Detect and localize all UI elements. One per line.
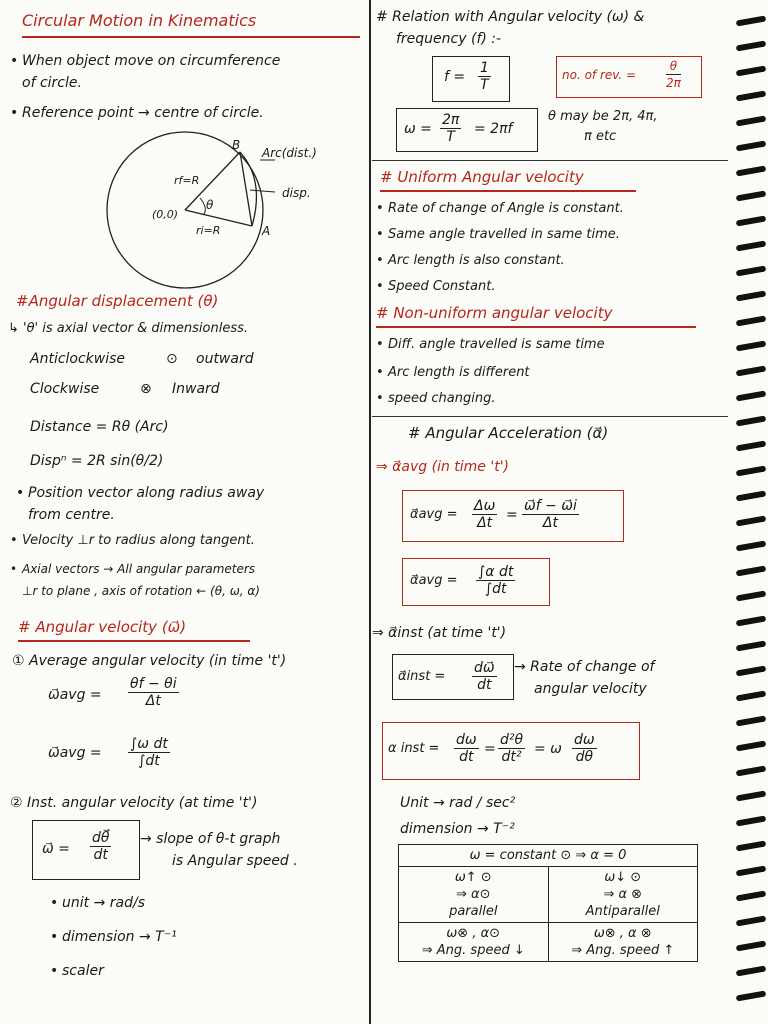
spiral-hole: [736, 590, 767, 601]
relation-heading: # Relation with Angular velocity (ω) &: [376, 9, 645, 25]
angular-velocity-unit: • unit → rad/s: [62, 894, 145, 912]
diagram-ri-label: ri=R: [196, 224, 221, 237]
alpha-inst-omega-tail: = ω: [534, 741, 562, 757]
column-divider: [369, 0, 371, 1024]
non-uniform-underline: [376, 326, 696, 328]
theta-axial-note: ↳ 'θ' is axial vector & dimensionless.: [8, 321, 249, 336]
alpha-inst-fraction-dw-dtheta: $\frac{d\omega}{d\theta}$: [574, 732, 595, 765]
spiral-hole: [736, 515, 767, 526]
alpha-avg-label: α⃗avg =: [410, 507, 458, 522]
title-underline: [22, 36, 360, 38]
spiral-hole: [736, 465, 767, 476]
inward-label: Inward: [172, 381, 220, 397]
relation-heading-cont: frequency (f) :-: [396, 31, 502, 47]
spiral-hole: [736, 40, 767, 51]
section-rule-2: [372, 416, 728, 417]
spiral-hole: [736, 640, 767, 651]
frequency-fraction: $\frac{1}{T}$: [480, 60, 489, 93]
spiral-hole: [736, 415, 767, 426]
table-cell-speed-down: ω⊗ , α⊙ ⇒ Ang. speed ↓: [399, 923, 549, 962]
bullet-reference: • Reference point → centre of circle.: [22, 104, 264, 122]
revolution-label: no. of rev. =: [562, 68, 637, 82]
spiral-hole: [736, 715, 767, 726]
spiral-hole: [736, 565, 767, 576]
position-vector-note-cont: from centre.: [28, 507, 115, 523]
angular-velocity-underline: [18, 640, 250, 642]
direction-cases-table: [398, 844, 698, 962]
diagram-theta-label: θ: [206, 198, 214, 212]
outward-symbol-icon: ⊙: [166, 351, 178, 367]
revolution-fraction: $\frac{\theta}{2\pi}$: [666, 59, 681, 90]
alpha-inst-label: α⃗inst =: [398, 669, 446, 684]
slope-note: → slope of θ-t graph: [140, 831, 281, 847]
alpha-avg-fraction-2: $\frac{\omega⃗f - \omega⃗i}{\Delta t}$: [524, 498, 577, 531]
table-cell-decreasing: ω↓ ⊙ ⇒ α ⊗ Antiparallel: [548, 867, 698, 923]
spiral-hole: [736, 740, 767, 751]
omega-inst-label: ω⃗ =: [42, 841, 70, 857]
omega-avg-fraction: $\frac{\theta f - \theta i}{\Delta t}$: [130, 676, 177, 709]
spiral-hole: [736, 265, 767, 276]
spiral-hole: [736, 240, 767, 251]
diagram-point-b: B: [232, 138, 241, 152]
page-title: Circular Motion in Kinematics: [22, 11, 257, 30]
non-uniform-heading: # Non-uniform angular velocity: [376, 304, 613, 322]
diagram-rf-label: rf=R: [174, 174, 200, 187]
spiral-hole: [736, 890, 767, 901]
axial-vectors-note-cont: ⊥r to plane , axis of rotation ← (θ, ω, α): [22, 584, 260, 598]
spiral-hole: [736, 65, 767, 76]
spiral-hole: [736, 915, 767, 926]
table-cell-increasing: ω↑ ⊙ ⇒ α⊙ parallel: [399, 867, 549, 923]
spiral-hole: [736, 290, 767, 301]
spiral-hole: [736, 140, 767, 151]
spiral-hole: [736, 990, 767, 1001]
spiral-hole: [736, 340, 767, 351]
spiral-hole: [736, 790, 767, 801]
left-column: [0, 0, 368, 1024]
omega-relation-fraction: $\frac{2\pi}{T}$: [442, 112, 460, 145]
alpha-inst-heading: ⇒ α⃗inst (at time 't'): [372, 625, 507, 641]
table-row: [399, 867, 698, 923]
bullet-circumference-cont: of circle.: [22, 75, 82, 91]
spiral-hole: [736, 440, 767, 451]
rate-of-change-note: → Rate of change of: [514, 659, 655, 675]
angular-acceleration-unit: Unit → rad / sec²: [400, 795, 516, 811]
omega-avg-label: ω⃗avg =: [48, 687, 102, 703]
spiral-hole: [736, 865, 767, 876]
omega-avg-integral-label: ω⃗avg =: [48, 745, 102, 761]
spiral-hole: [736, 190, 767, 201]
table-row: [399, 845, 698, 867]
table-head-cell: ω = constant ⊙ ⇒ α = 0: [399, 845, 698, 867]
alpha-avg-integral-fraction: $\frac{\text{∫α dt}}{\int dt}$: [478, 564, 514, 597]
table-row: [399, 923, 698, 962]
diagram-arc-label: Arc(dist.): [262, 146, 317, 160]
table-cell-speed-up: ω⊗ , α ⊗ ⇒ Ang. speed ↑: [548, 923, 698, 962]
frequency-label: f =: [444, 69, 466, 85]
uniform-point-1: • Rate of change of Angle is constant.: [388, 200, 624, 218]
bullet-circumference: • When object move on circumference: [22, 52, 280, 70]
theta-may-be-note-cont: π etc: [584, 129, 617, 144]
outward-label: outward: [196, 351, 254, 367]
clockwise-label: Clockwise: [30, 381, 100, 397]
angular-acceleration-dimension: dimension → T⁻²: [400, 821, 515, 837]
omega-relation-tail: = 2πf: [474, 121, 513, 137]
non-uniform-point-3: • speed changing.: [388, 390, 496, 408]
section-rule-1: [372, 160, 728, 161]
spiral-hole: [736, 765, 767, 776]
spiral-hole: [736, 665, 767, 676]
velocity-note: • Velocity ⊥r to radius along tangent.: [22, 532, 255, 550]
spiral-hole: [736, 315, 767, 326]
average-angular-velocity-heading: ① Average angular velocity (in time 't'): [12, 653, 287, 669]
alpha-avg-integral-label: α⃗avg =: [410, 573, 458, 588]
spiral-hole: [736, 90, 767, 101]
alpha-inst-expanded-label: α inst =: [388, 741, 440, 756]
rate-of-change-note-cont: angular velocity: [534, 681, 647, 697]
instantaneous-angular-velocity-heading: ② Inst. angular velocity (at time 't'): [10, 795, 258, 811]
displacement-formula: Dispⁿ = 2R sin(θ/2): [30, 453, 164, 469]
non-uniform-point-1: • Diff. angle travelled is same time: [388, 336, 605, 354]
spiral-hole: [736, 15, 767, 26]
notebook-spiral-binding: [730, 0, 768, 1024]
non-uniform-point-2: • Arc length is different: [388, 364, 530, 382]
diagram-point-a: A: [262, 224, 271, 238]
slope-note-cont: is Angular speed .: [172, 853, 298, 869]
spiral-hole: [736, 965, 767, 976]
omega-relation-label: ω =: [404, 121, 432, 137]
spiral-hole: [736, 690, 767, 701]
position-vector-note: • Position vector along radius away: [28, 484, 264, 502]
uniform-point-2: • Same angle travelled in same time.: [388, 226, 620, 244]
alpha-avg-equals: =: [506, 507, 518, 523]
diagram-disp-label: disp.: [282, 186, 311, 200]
angular-velocity-scaler: • scaler: [62, 962, 104, 980]
angular-velocity-dimension: • dimension → T⁻¹: [62, 928, 177, 946]
uniform-point-3: • Arc length is also constant.: [388, 252, 565, 270]
angular-velocity-heading: # Angular velocity (ω⃗): [18, 618, 187, 636]
spiral-hole: [736, 615, 767, 626]
spiral-hole: [736, 215, 767, 226]
spiral-hole: [736, 165, 767, 176]
uniform-angular-velocity-heading: # Uniform Angular velocity: [380, 168, 584, 186]
alpha-inst-fraction-dw-dt: $\frac{d\omega}{dt}$: [456, 732, 477, 765]
alpha-inst-fraction: $\frac{d\omega⃗}{dt}$: [474, 660, 495, 693]
distance-formula: Distance = Rθ (Arc): [30, 419, 169, 435]
spiral-hole: [736, 115, 767, 126]
theta-may-be-note: θ may be 2π, 4π,: [548, 109, 658, 124]
spiral-hole: [736, 490, 767, 501]
alpha-inst-equals: =: [484, 741, 496, 757]
spiral-hole: [736, 840, 767, 851]
spiral-hole: [736, 815, 767, 826]
circle-diagram: [100, 130, 360, 290]
inward-symbol-icon: ⊗: [140, 381, 152, 397]
omega-inst-fraction: $\frac{d\theta⃗}{dt}$: [92, 830, 110, 863]
spiral-hole: [736, 940, 767, 951]
spiral-hole: [736, 390, 767, 401]
axial-vectors-note: • Axial vectors → All angular parameters: [22, 560, 255, 578]
angular-acceleration-heading: # Angular Acceleration (α⃗): [408, 424, 609, 442]
spiral-hole: [736, 540, 767, 551]
diagram-origin-label: (0,0): [152, 208, 179, 221]
right-column: [372, 0, 728, 1024]
alpha-avg-heading: ⇒ α⃗avg (in time 't'): [376, 459, 510, 475]
omega-avg-integral-fraction: $\frac{\text{∫ω dt}}{\int dt}$: [130, 736, 168, 769]
anticlockwise-label: Anticlockwise: [30, 351, 126, 367]
alpha-avg-fraction-1: $\frac{\Delta\omega}{\Delta t}$: [474, 498, 496, 531]
uniform-point-4: • Speed Constant.: [388, 278, 495, 296]
spiral-hole: [736, 365, 767, 376]
uniform-underline: [380, 190, 636, 192]
alpha-inst-fraction-d2theta: $\frac{\text{d²θ}}{\text{dt²}}$: [500, 732, 524, 765]
angular-displacement-heading: #Angular displacement (θ): [16, 292, 219, 310]
